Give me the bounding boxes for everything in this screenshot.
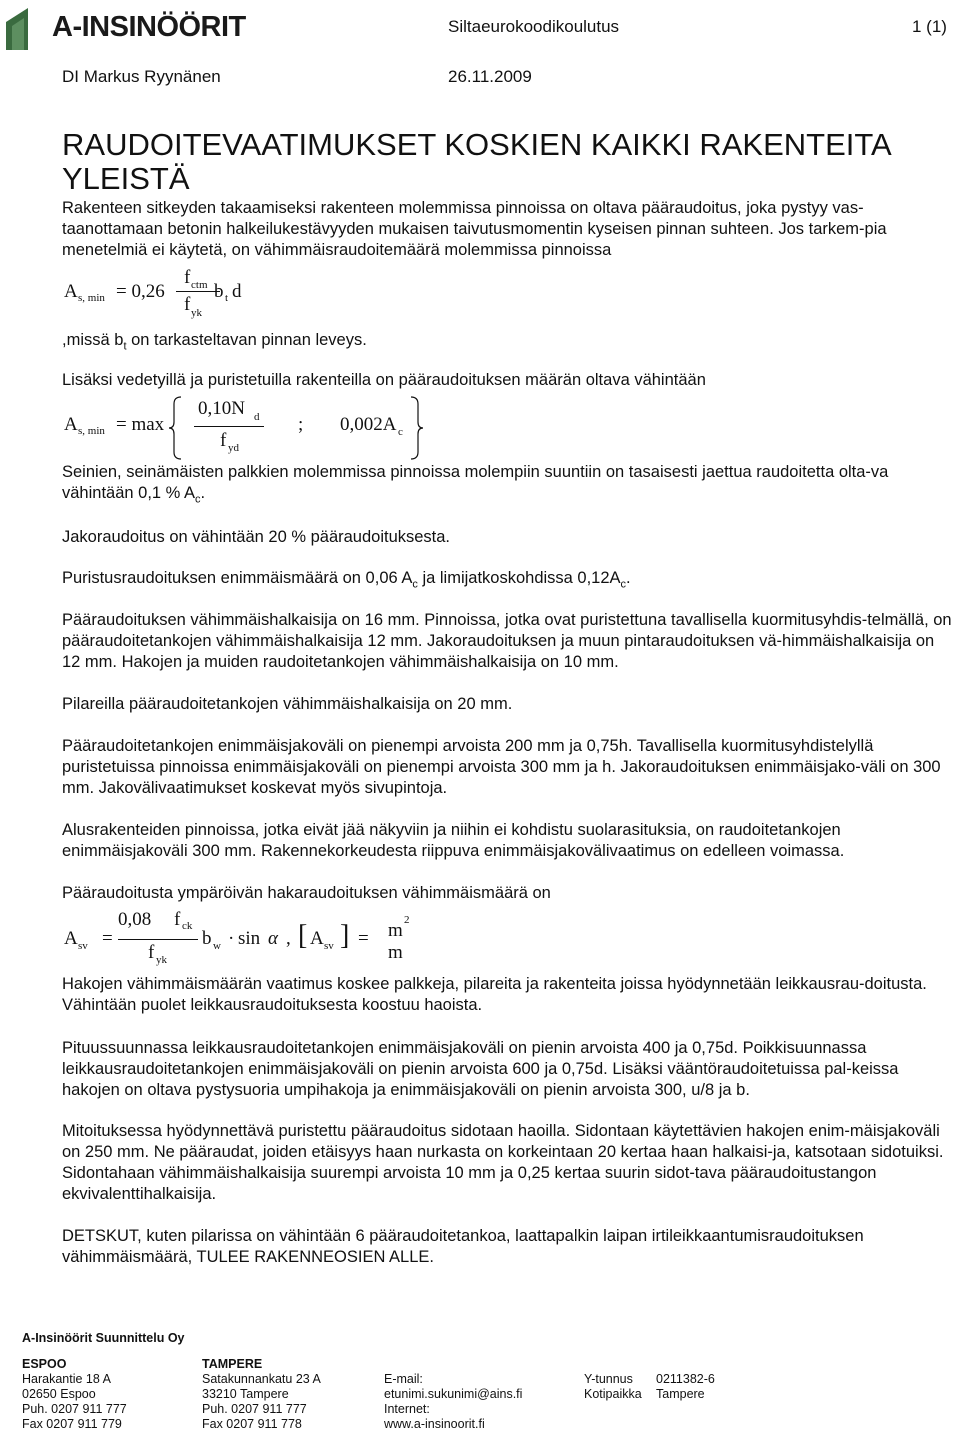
eq1-numerator-sub: ctm: [191, 279, 208, 291]
eq2-denominator: f: [220, 430, 227, 451]
equation-shear-link-minimum: [64, 908, 484, 972]
paragraph-9: [62, 820, 954, 862]
eq3-A: A: [64, 928, 78, 949]
footer-espoo: [22, 1357, 127, 1432]
eq1-coefficient: = 0,26: [116, 281, 165, 302]
eq1-numerator: f: [184, 267, 191, 288]
equation-min-reinforcement: [64, 267, 364, 328]
footer-tampere-title: TAMPERE: [202, 1357, 263, 1371]
eq2-subscript: s, min: [78, 425, 105, 437]
footer-tampere-postal: 33210 Tampere: [202, 1387, 289, 1401]
eq3-alpha: α: [268, 928, 278, 949]
eq3-equals: =: [102, 928, 113, 949]
footer-espoo-title: ESPOO: [22, 1357, 67, 1371]
eq3-denominator-sub: yk: [156, 954, 167, 966]
document-date: 26.11.2009: [448, 67, 532, 86]
paragraph-6-text: Pääraudoituksen vähimmäishalkaisija on 16 mm. Pinnoissa, jotka ovat puristettuna tavallisella kuormitusyhdis-telmällä, on pääraudoitetankojen vähimmäishalkaisija 12 mm. Jakoraudoituksen ja muun pintaraudoituksen vä-himmäishalkaisija on 12 mm. Hakojen ja muiden raudoitetankojen vähimmäishalkaisija on 10 mm.: [62, 611, 952, 671]
eq3-unit-A: A: [310, 928, 324, 949]
footer-espoo-phone: Puh. 0207 911 777: [22, 1402, 127, 1416]
eq3-denominator: f: [148, 942, 155, 963]
paragraph-14: [62, 1226, 954, 1268]
paragraph-9-text: Alusrakenteiden pinnoissa, jotka eivät jää näkyviin ja niihin ei kohdistu suolarasituksia, on raudoitetankojen enimmäisjakoväli 300 mm. Rakennekorkeudesta riippuva enimmäisjakovälivaatimus on edelleen voimassa.: [62, 821, 845, 860]
eq2-alternative-sub: c: [398, 426, 403, 438]
paragraph-10-text: Pääraudoitusta ympäröivän hakaraudoituksen vähimmäismäärä on: [62, 884, 551, 902]
logo-mark-icon: [6, 6, 48, 48]
p5-sub1: c: [412, 578, 418, 591]
paragraph-3: [62, 462, 954, 510]
eq3-unit-den: m: [388, 942, 403, 963]
paragraph-13-text: Mitoituksessa hyödynnettävä puristettu pääraudoitus sidotaan haoilla. Sidontaan käytettävien hakojen enim-mäisjakoväli on 250 mm. Ne pääraudat, joiden etäisyys haan nurkasta on korkeintaan 20 kertaa haan halkaisi-ja, katsotaan sidotuiksi. Sidontahaan vähimmäishalkaisija suurempi arvoista 10 mm ja 0,25 kertaa suurin sidot-tava pääraudoitustangon ekvivalenttihalkaisija.: [62, 1122, 944, 1203]
p3-text: Seinien, seinämäisten palkkien molemmissa pinnoissa molempiin suuntiin on tasaisesti jaettua raudoitetta olta-va vähintään 0,1 % A: [62, 463, 889, 502]
paragraph-5: [62, 568, 954, 595]
eq3-fraction-bar: [118, 939, 198, 940]
paragraph-13: [62, 1121, 954, 1205]
footer-email-label: E-mail:: [384, 1372, 423, 1386]
eq2-max: = max: [116, 414, 165, 435]
footer-business-id-label: Y-tunnus: [584, 1372, 633, 1386]
eq1-b-sub: t: [225, 292, 229, 304]
footer-company: A-Insinöörit Suunnittelu Oy: [22, 1331, 185, 1345]
footer-tampere-street: Satakunnankatu 23 A: [202, 1372, 321, 1386]
paragraph-14-text: DETSKUT, kuten pilarissa on vähintään 6 pääraudoitetankoa, laattapalkin laipan irtileikkaantumisraudoituksen vähimmäismäärä, TULEE RAKENNEOSIEN ALLE.: [62, 1227, 864, 1266]
eq2-A: A: [64, 414, 78, 435]
paragraph-12-text: Pituussuunnassa leikkausraudoitetankojen enimmäisjakoväli on pienin arvoista 400 ja 0,75d. Poikkisuunnassa leikkausraudoitetankojen enimmäisjakoväli on pienin arvoista 600 ja 0,75d. Lisäksi vääntöraudoitetuissa pal-keissa hakojen on oltava pystysuoria umpihakoja ja enimmäisjakoväli on pienin arvoista 300, u/8 ja b.: [62, 1039, 899, 1099]
paragraph-1-text: Rakenteen sitkeyden takaamiseksi rakenteen molemmissa pinnoissa on oltava pääraudoitus, joka pystyy vas-taanottamaan betonin halkeilukestävyyden mukaisen taivutusmomentin kyseisen pinnan suhteen. Jos tarkem-pia menetelmiä ei käytetä, on vähimmäisraudoitemäärä molemmissa pinnoissa: [62, 199, 887, 259]
eq2-numerator-sub: d: [254, 411, 260, 423]
page-number: 1 (1): [912, 17, 947, 36]
eq3-comma: ,: [286, 928, 291, 949]
eq3-A-sub: sv: [78, 940, 88, 952]
eq1-A: A: [64, 281, 78, 302]
paragraph-1: [62, 198, 954, 261]
footer-espoo-street: Harakantie 18 A: [22, 1372, 111, 1386]
p1b-text-a: ,missä b: [62, 331, 124, 349]
paragraph-2-text: Lisäksi vedetyillä ja puristetuilla rakenteilla on pääraudoituksen määrän oltava vähintään: [62, 371, 706, 389]
eq2-left-brace: [168, 396, 184, 460]
logo-text: A-INSINÖÖRIT: [52, 10, 246, 43]
paragraph-7: [62, 694, 954, 715]
paragraph-8-text: Pääraudoitetankojen enimmäisjakoväli on pienempi arvoista 200 mm ja 0,75h. Tavallisella kuormitusyhdistelyllä puristetuissa pinnoissa enimmäisjakoväli on pienempi arvoista 300 mm ja h. Jakoraudoituksen enimmäisjako-väli on 300 mm. Jakovälivaatimukset koskevat myös sivupintoja.: [62, 737, 941, 797]
paragraph-12: [62, 1038, 954, 1101]
equation-tension-compression: [64, 396, 464, 462]
paragraph-7-text: Pilareilla pääraudoitetankojen vähimmäishalkaisija on 20 mm.: [62, 695, 513, 713]
eq3-dot: ·: [228, 928, 235, 949]
footer-espoo-fax: Fax 0207 911 779: [22, 1417, 122, 1431]
footer-tampere-fax: Fax 0207 911 778: [202, 1417, 302, 1431]
eq3-unit-equals: =: [358, 928, 369, 949]
paragraph-11: [62, 974, 954, 1016]
footer-registry-labels: [584, 1372, 642, 1402]
eq1-d: d: [232, 281, 242, 302]
document-title: RAUDOITEVAATIMUKSET KOSKIEN KAIKKI RAKENTEITA YLEISTÄ: [62, 127, 890, 196]
eq3-unit-A-sub: sv: [324, 940, 334, 952]
footer-internet-label: Internet:: [384, 1402, 430, 1416]
eq2-alternative: 0,002A: [340, 414, 397, 435]
p5-text-b: ja limijatkoskohdissa 0,12A: [417, 569, 621, 587]
eq3-unit-num: m: [388, 920, 403, 941]
eq3-left-bracket: [: [298, 920, 308, 951]
eq2-numerator: 0,10N: [198, 398, 245, 419]
p5-text-a: Puristusraudoituksen enimmäismäärä on 0,06 A: [62, 569, 413, 587]
footer-registry-values: [656, 1372, 715, 1402]
eq3-b: b: [202, 928, 212, 949]
footer-website-link[interactable]: www.a-insinoorit.fi: [384, 1417, 485, 1431]
p1b-text-b: on tarkasteltavan pinnan leveys.: [126, 331, 367, 349]
p1b-sub: t: [123, 340, 127, 353]
eq3-numerator-coef: 0,08: [118, 909, 152, 930]
footer-business-id: 0211382-6: [656, 1372, 715, 1386]
eq1-denominator: f: [184, 294, 191, 315]
paragraph-2: [62, 370, 954, 391]
footer-tampere-phone: Puh. 0207 911 777: [202, 1402, 307, 1416]
paragraph-11-text: Hakojen vähimmäismäärän vaatimus koskee palkkeja, pilareita ja rakenteita joissa hyödynnetään leikkausrau-doitusta. Vähintään puolet leikkausraudoituksesta koostuu haoista.: [62, 975, 927, 1014]
eq3-numerator-f: f: [174, 909, 181, 930]
eq3-numerator-sub: ck: [182, 920, 193, 932]
eq1-subscript: s, min: [78, 292, 105, 304]
footer-contact: [384, 1372, 522, 1432]
p3-end: .: [200, 484, 206, 502]
company-logo: [6, 4, 246, 50]
footer-tampere: [202, 1357, 321, 1432]
paragraph-4-text: Jakoraudoitus on vähintään 20 % pääraudoituksesta.: [62, 528, 451, 546]
eq1-b: b: [214, 281, 224, 302]
eq1-denominator-sub: yk: [191, 307, 202, 319]
footer-domicile: Tampere: [656, 1387, 705, 1401]
paragraph-10: [62, 883, 954, 904]
eq3-b-sub: w: [213, 940, 221, 952]
footer-espoo-postal: 02650 Espoo: [22, 1387, 96, 1401]
eq2-fraction-bar: [194, 426, 264, 427]
course-name: Siltaeurokoodikoulutus: [448, 17, 620, 36]
paragraph-6: [62, 610, 954, 673]
eq2-denominator-sub: yd: [228, 442, 239, 454]
author: DI Markus Ryynänen: [62, 67, 221, 86]
eq3-right-bracket: ]: [340, 920, 350, 951]
p5-sub2: c: [620, 578, 627, 591]
paragraph-1b: [62, 330, 954, 357]
footer-email-link[interactable]: etunimi.sukunimi@ains.fi: [384, 1387, 523, 1401]
p5-text-c: .: [626, 569, 631, 587]
eq2-right-brace: [408, 396, 424, 460]
paragraph-4: [62, 527, 954, 548]
eq3-sin: sin: [238, 928, 261, 949]
paragraph-8: [62, 736, 954, 799]
footer-domicile-label: Kotipaikka: [584, 1387, 642, 1401]
eq3-unit-sup: 2: [404, 914, 410, 926]
p3-sub: c: [195, 493, 201, 506]
eq2-separator: ;: [298, 414, 304, 435]
